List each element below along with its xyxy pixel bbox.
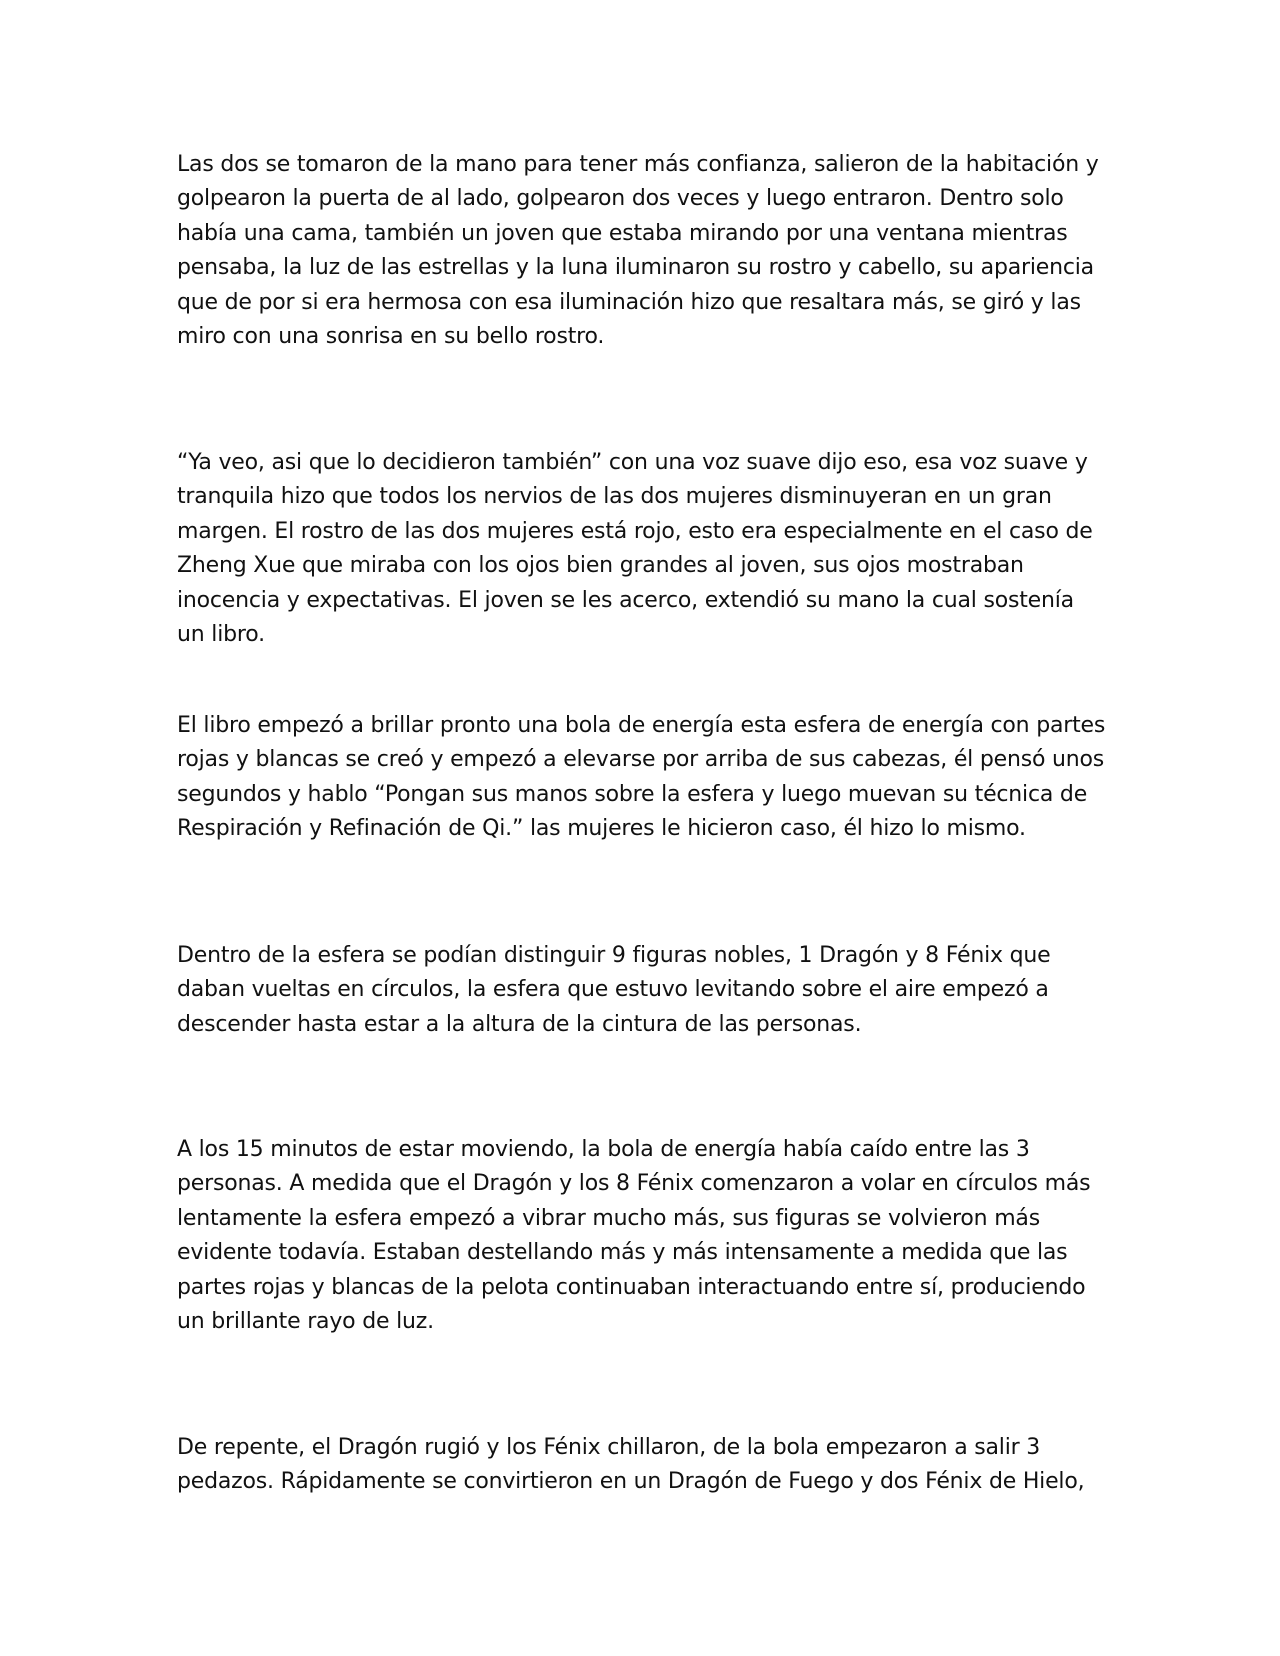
paragraph-6: De repente, el Dragón rugió y los Fénix chillaron, de la bola empezaron a salir 3 pedazos. Rápidamente se convirtieron en un Dragón de Fuego y dos Fénix de Hielo,	[177, 1435, 1085, 1495]
paragraph-4: Dentro de la esfera se podían distinguir 9 figuras nobles, 1 Dragón y 8 Fénix que daban vueltas en círculos, la esfera que estuvo levitando sobre el aire empezó a descender hasta estar a la altura de la cintura de las personas.	[177, 943, 1051, 1037]
paragraph-2: “Ya veo, asi que lo decidieron también” con una voz suave dijo eso, esa voz suave y tranquila hizo que todos los nervios de las dos mujeres disminuyeran en un gran margen. El rostro de las dos mujeres está rojo, esto era especialmente en el caso de Zheng Xue que miraba con los ojos bien grandes al joven, sus ojos mostraban inocencia y expectativas. El joven se les acerco, extendió su mano la cual sostenía un libro.	[177, 450, 1093, 648]
paragraph-1: Las dos se tomaron de la mano para tener más confianza, salieron de la habitación y golpearon la puerta de al lado, golpearon dos veces y luego entraron. Dentro solo había una cama, también un joven que estaba mirando por una ventana mientras pensaba, la luz de las estrellas y la luna iluminaron su rostro y cabello, su apariencia que de por si era hermosa con esa iluminación hizo que resaltara más, se giró y las miro con una sonrisa en su bello rostro.	[177, 152, 1099, 350]
paragraph-5: A los 15 minutos de estar moviendo, la bola de energía había caído entre las 3 personas. A medida que el Dragón y los 8 Fénix comenzaron a volar en círculos más lentamente la esfera empezó a vibrar mucho más, sus figuras se volvieron más evidente todavía. Estaban destellando más y más intensamente a medida que las partes rojas y blancas de la pelota continuaban interactuando entre sí, produciendo un brillante rayo de luz.	[177, 1137, 1091, 1335]
paragraph-3: El libro empezó a brillar pronto una bola de energía esta esfera de energía con partes rojas y blancas se creó y empezó a elevarse por arriba de sus cabezas, él pensó unos segundos y hablo “Pongan sus manos sobre la esfera y luego muevan su técnica de Respiración y Refinación de Qi.” las mujeres le hicieron caso, él hizo lo mismo.	[177, 713, 1106, 842]
